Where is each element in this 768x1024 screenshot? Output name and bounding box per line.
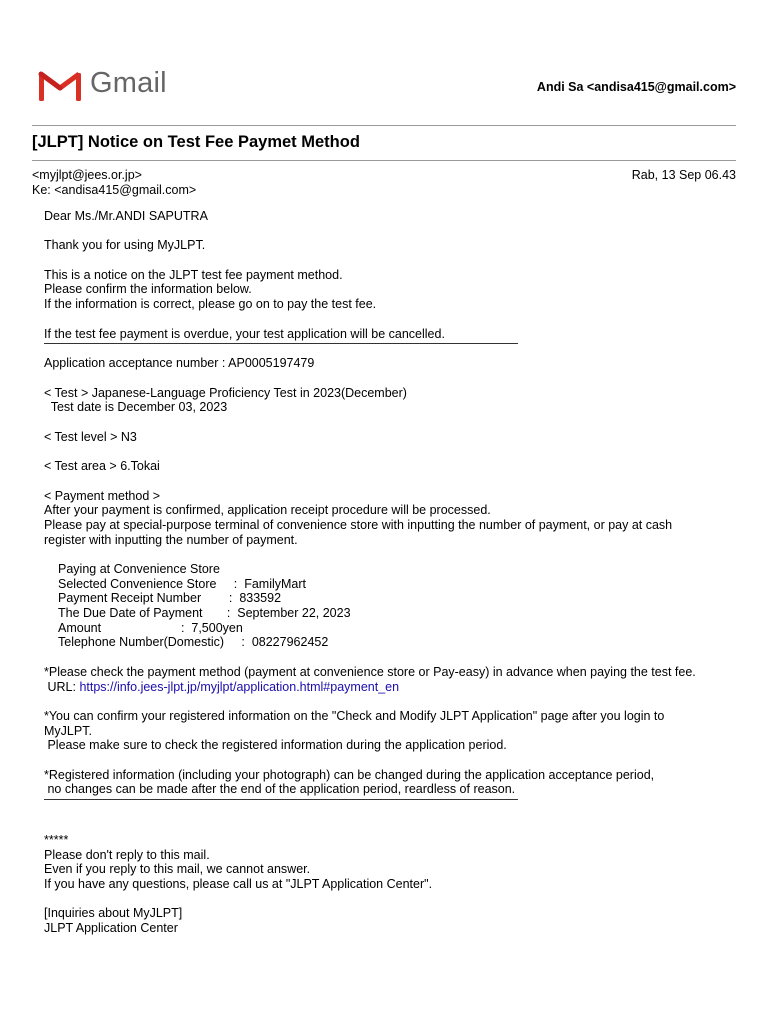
notice-line: This is a notice on the JLPT test fee payment method. [44, 267, 343, 282]
test-name: < Test > Japanese-Language Proficiency Test in 2023(December) [44, 385, 407, 400]
test-date: Test date is December 03, 2023 [44, 400, 228, 415]
email-subject: [JLPT] Notice on Test Fee Paymet Method [32, 133, 360, 151]
payment-info-link[interactable]: https://info.jees-jlpt.jp/myjlpt/application.html#payment_en [79, 679, 400, 694]
payment-method-heading: < Payment method > [44, 488, 161, 503]
payment-detail-row: Amount : 7,500yen [58, 620, 243, 635]
payment-detail-row: Paying at Convenience Store [58, 562, 220, 577]
notice-line: Please confirm the information below. [44, 282, 252, 297]
payment-detail-row: Payment Receipt Number : 833592 [58, 591, 282, 606]
confirm-note: Please make sure to check the registered information during the application period. [44, 738, 507, 753]
notice-line: If the information is correct, please go on to pay the test fee. [44, 297, 377, 312]
account-label: Andi Sa <andisa415@gmail.com> [536, 80, 736, 94]
recipient: Ke: <andisa415@gmail.com> [32, 183, 197, 197]
email-body [44, 209, 714, 936]
confirm-note: *You can confirm your registered information on the "Check and Modify JLPT Application" page after you login to MyJLPT. [44, 708, 665, 738]
noreply-line: Even if you reply to this mail, we cannot answer. [44, 862, 311, 877]
check-payment-note: *Please check the payment method (payment at convenience store or Pay-easy) in advance when paying the test fee. [44, 664, 696, 679]
registered-info-note: *Registered information (including your photograph) can be changed during the application acceptance period, [44, 767, 655, 782]
test-level: < Test level > N3 [44, 429, 137, 444]
overdue-line: If the test fee payment is overdue, your test application will be cancelled. [44, 326, 445, 341]
payment-detail-row: Selected Convenience Store : FamilyMart [58, 576, 307, 591]
thanks-line: Thank you for using MyJLPT. [44, 238, 206, 253]
test-area: < Test area > 6.Tokai [44, 459, 160, 474]
payment-detail-row: Telephone Number(Domestic) : 08227962452 [58, 635, 329, 650]
payment-note: After your payment is confirmed, application receipt procedure will be processed. [44, 503, 491, 518]
separator-line [44, 343, 518, 344]
application-number: Application acceptance number : AP0005197479 [44, 356, 315, 371]
inquiries-center: JLPT Application Center [44, 921, 178, 936]
stars-divider: ***** [44, 832, 69, 847]
email-date: Rab, 13 Sep 06.43 [631, 168, 736, 182]
url-label: URL: [44, 679, 80, 694]
separator-line [44, 799, 518, 800]
payment-detail-row: The Due Date of Payment : September 22, 2023 [58, 606, 351, 621]
noreply-line: If you have any questions, please call us at "JLPT Application Center". [44, 876, 433, 891]
gmail-logo-text: Gmail [90, 67, 167, 99]
payment-details [58, 562, 714, 650]
header-divider [32, 125, 736, 126]
inquiries-heading: [Inquiries about MyJLPT] [44, 906, 183, 921]
registered-info-note: no changes can be made after the end of the application period, reardless of reason. [44, 782, 516, 797]
noreply-line: Please don't reply to this mail. [44, 847, 210, 862]
gmail-logo-icon [38, 70, 82, 102]
gmail-header [0, 0, 768, 125]
subject-divider [32, 160, 736, 161]
greeting: Dear Ms./Mr.ANDI SAPUTRA [44, 209, 208, 223]
sender: <myjlpt@jees.or.jp> [32, 168, 142, 182]
payment-note: Please pay at special-purpose terminal of convenience store with inputting the number of payment, or pay at cash register with inputting the number of payment. [44, 517, 673, 547]
